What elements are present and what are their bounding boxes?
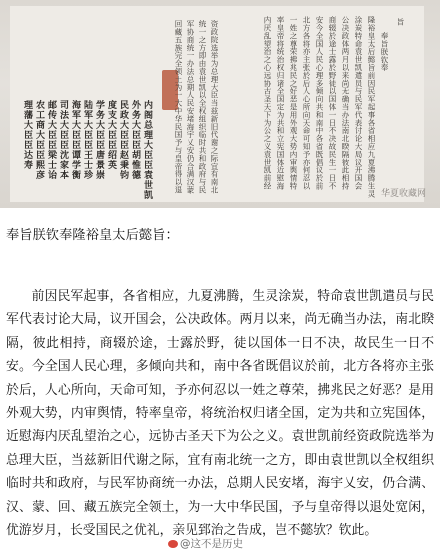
edict-column: 率皇帝将统治权归诸全国定为共和立宪国体近慰海: [276, 16, 285, 190]
minister-signature: 海军大臣臣谭学衡: [70, 100, 80, 180]
edict-column: 安今全国人民心理多倾向共和南中各省既倡议於前: [315, 16, 324, 190]
minister-signature: 理藩大臣臣达寿: [22, 100, 32, 170]
edict-document-image: [10, 6, 424, 202]
edict-column: 隆裕皇太后懿旨前因民军起事各省相应九夏沸腾生灵: [367, 16, 376, 198]
edict-column: 涂炭特命袁世凯遣员与民军代表讨论大局议开国会: [354, 16, 363, 190]
edict-column: 统一之方即由袁世凯以全权组织临时共和政府与民: [198, 20, 207, 194]
edict-column: 奉旨朕钦奉: [380, 32, 389, 72]
minister-signature: 农工商大臣臣熙彦: [34, 100, 44, 180]
edict-column: 一姓之尊荣拂兆民之好恶是用外观大势内审舆情特: [289, 16, 298, 190]
minister-signature: 邮传大臣臣梁士诒: [46, 100, 56, 180]
watermark: 华夏收藏网: [380, 189, 426, 199]
minister-signature: 司法大臣臣沈家本: [58, 100, 68, 180]
edict-body: 前因民军起事，各省相应，九夏沸腾，生灵涂炭，特命袁世凯遣员与民军代表讨论大局，议开国会，公决政体。两月以来，尚无确当办法，南北睽隔，彼此相持，商辍於途，士露於野，徒以国体一日不决，故民生一日不安。今全国人民心理，多倾向共和，南中各省既倡议於前，北方各将亦主张於后，人心所向，天命可知，予亦何忍以一姓之尊荣，拂兆民之好恶？是用外观大势，内审舆情，特率皇帝，将统治权归诸全国，定为共和立宪国体，近慰海内厌乱望治之心，远协古圣天下为公之义。袁世凯前经资政院选举为总理大臣，当兹新旧代谢之际，宜有南北统一之方，即由袁世凯以全权组织临时共和政府，与民军协商统一办法，总期人民安堵，海宇乂安，仍合满、汉、蒙、回、藏五族完全领土，为一大中华民国，予与皇帝得以退处宽闲，优游岁月，长受国民之优礼，亲见郅治之告成，岂不懿欤？钦此。: [6, 289, 434, 539]
edict-column: 回藏五族完全领土为一大中华民国予与皇帝得以退: [174, 20, 183, 194]
weibo-username: @这不是历史: [180, 538, 243, 550]
minister-signature: 内阁总理大臣臣袁世凯: [142, 100, 152, 200]
edict-column: 内厌乱望治之心远协古圣天下为公之义袁世凯前经: [263, 16, 272, 190]
edict-column: 北方各将亦主张於后人心所向天命可知予亦何忍以: [302, 16, 311, 190]
edict-heading: 奉旨朕钦奉隆裕皇太后懿旨：: [6, 228, 179, 243]
edict-column: 公决政体两月以来尚无确当办法南北睽隔彼此相持: [341, 16, 350, 190]
minister-signature: 学务大臣臣唐景崇: [94, 100, 104, 180]
edict-photo: [0, 0, 440, 208]
minister-signature: 度支大臣臣绍英: [106, 100, 116, 170]
minister-signature: 外务大臣臣胡惟德: [130, 100, 140, 180]
minister-signature: 陆军大臣臣王士珍: [82, 100, 92, 180]
edict-header-mark: 旨: [396, 18, 405, 26]
edict-column: 资政院选举为总理大臣当兹新旧代谢之际宜有南北: [210, 20, 219, 194]
edict-column: 军协商统一办法总期人民安堵海宇乂安仍合满汉蒙: [186, 20, 195, 194]
weibo-credit: [168, 536, 243, 551]
edict-column: 商辍於途士露於野徒以国体一日不决故民生一日不: [328, 16, 337, 190]
weibo-icon: [168, 540, 178, 548]
minister-signature: 民政大臣臣赵秉钧: [118, 100, 128, 180]
